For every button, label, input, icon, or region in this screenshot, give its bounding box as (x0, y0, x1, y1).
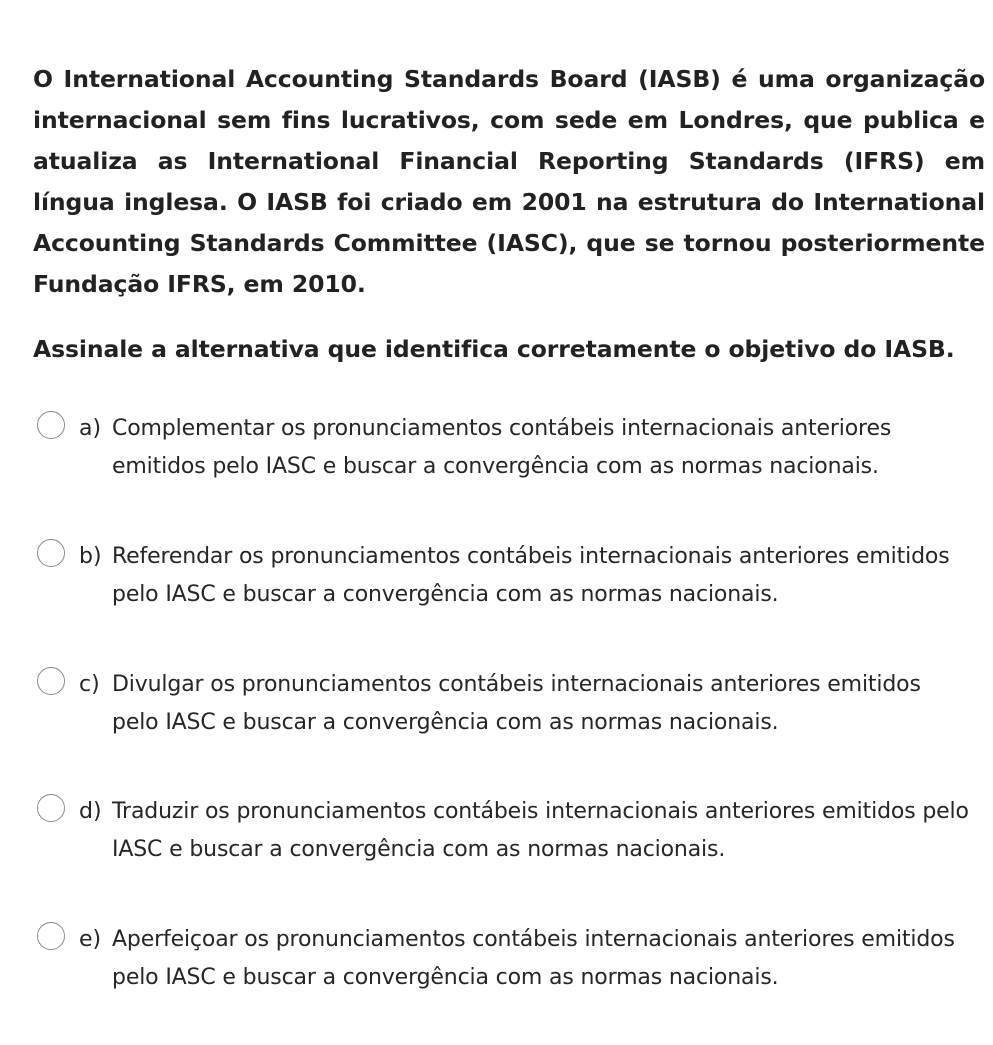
option-text[interactable]: Referendar os pronunciamentos contábeis internacionais anteriores emitidos pelo IASC e buscar a convergência com as normas nacionais. (112, 544, 950, 607)
radio-button-icon[interactable] (37, 922, 65, 950)
option-letter: b) (79, 544, 102, 569)
radio-button-icon[interactable] (37, 539, 65, 567)
option-letter: a) (79, 416, 102, 441)
option-text[interactable]: Complementar os pronunciamentos contábeis internacionais anteriores emitidos pelo IASC e buscar a convergência com as normas nacionais. (112, 416, 892, 479)
option-b[interactable] (35, 538, 985, 628)
question-intro: O International Accounting Standards Board (IASB) é uma organização internacional sem fins lucrativos, com sede em Londres, que publica e atualiza as International Financial Reporting Standards (IFRS) em língua inglesa. O IASB foi criado em 2001 na estrutura do International Accounting Standards Committee (IASC), que se tornou posteriormente Fundação IFRS, em 2010. (33, 65, 985, 298)
option-e[interactable] (35, 921, 985, 1011)
option-letter: e) (79, 927, 102, 952)
option-text[interactable]: Aperfeiçoar os pronunciamentos contábeis internacionais anteriores emitidos pelo IASC e buscar a convergência com as normas nacionais. (112, 927, 955, 990)
option-d[interactable] (35, 793, 985, 883)
radio-button-icon[interactable] (37, 794, 65, 822)
radio-button-icon[interactable] (37, 667, 65, 695)
option-letter: c) (79, 672, 100, 697)
option-c[interactable] (35, 666, 985, 756)
option-text[interactable]: Divulgar os pronunciamentos contábeis internacionais anteriores emitidos pelo IASC e buscar a convergência com as normas nacionais. (112, 672, 921, 735)
radio-button-icon[interactable] (37, 411, 65, 439)
option-text[interactable]: Traduzir os pronunciamentos contábeis internacionais anteriores emitidos pelo IASC e buscar a convergência com as normas nacionais. (112, 799, 969, 862)
question-prompt: Assinale a alternativa que identifica corretamente o objetivo do IASB. (33, 335, 955, 363)
option-letter: d) (79, 799, 102, 824)
option-a[interactable] (35, 410, 985, 500)
